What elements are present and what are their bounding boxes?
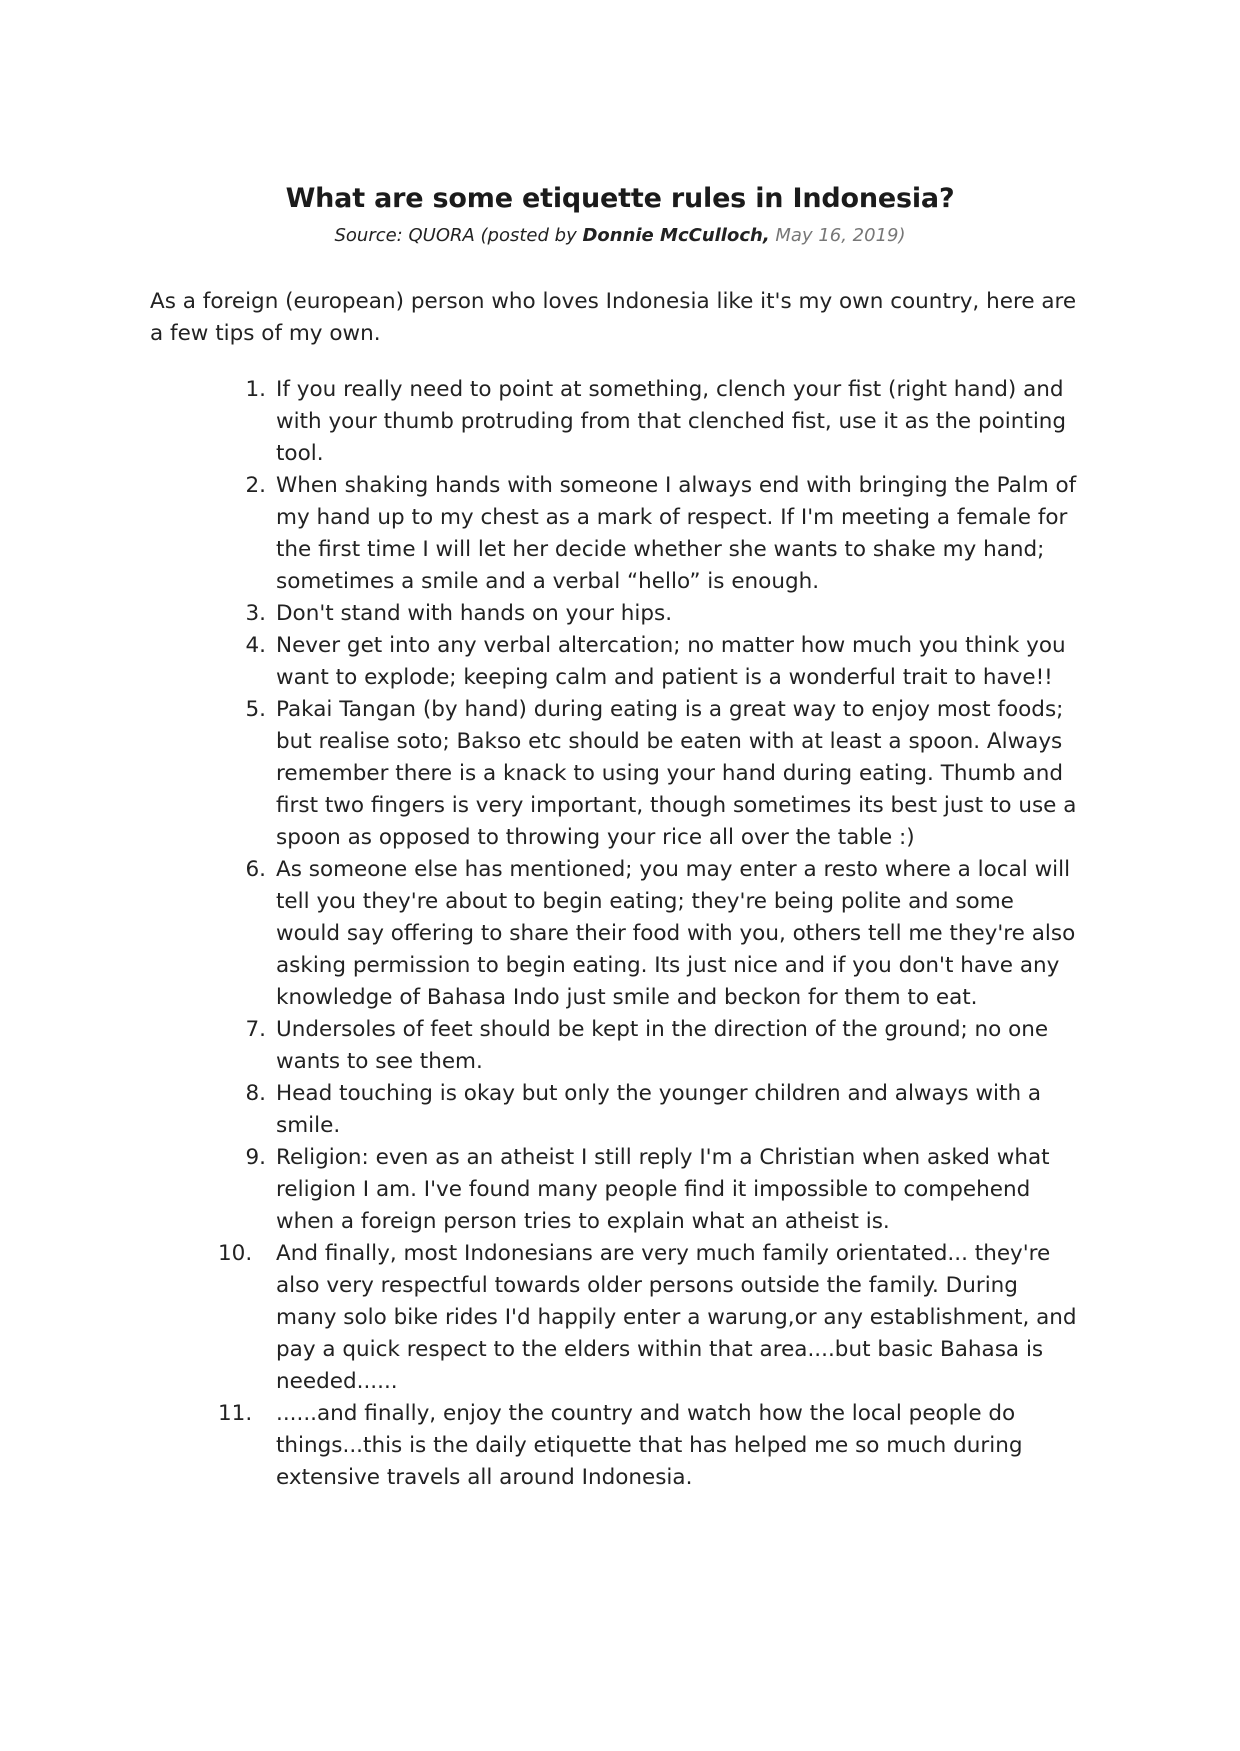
list-item-text: Pakai Tangan (by hand) during eating is a great way to enjoy most foods; but realise soto; Bakso etc should be eaten with at least a spoon. Always remember there is a knack to using your hand during eating. Thumb and first two fingers is very important, though sometimes its best just to use a spoon as opposed to throwing your rice all over the table :)	[276, 697, 1077, 850]
list-item-text: Never get into any verbal altercation; no matter how much you think you want to explode; keeping calm and patient is a wonderful trait to have!!	[276, 633, 1066, 690]
list-item-number: 2.	[245, 473, 266, 498]
list-item-text: When shaking hands with someone I always end with bringing the Palm of my hand up to my chest as a mark of respect. If I'm meeting a female for the first time I will let her decide whether she wants to shake my hand; sometimes a smile and a verbal “hello” is enough.	[276, 473, 1077, 594]
list-item	[228, 1014, 1078, 1078]
list-item-number: 3.	[245, 601, 266, 626]
list-item-number: 7.	[245, 1017, 266, 1042]
author-name: Donnie McCulloch,	[582, 225, 770, 246]
list-item-number: 5.	[245, 697, 266, 722]
list-item-text: Undersoles of feet should be kept in the direction of the ground; no one wants to see them.	[276, 1017, 1049, 1074]
list-item	[228, 470, 1078, 598]
list-item	[228, 374, 1078, 470]
list-item	[218, 1238, 1078, 1398]
list-item-text: Head touching is okay but only the younger children and always with a smile.	[276, 1081, 1042, 1138]
list-item	[228, 598, 1078, 630]
list-item	[218, 1398, 1078, 1494]
post-date: May 16, 2019)	[769, 225, 906, 246]
source-prefix: Source: QUORA (posted by	[334, 225, 583, 246]
list-item-number: 1.	[245, 377, 266, 402]
list-item-text: ......and finally, enjoy the country and watch how the local people do things...this is the daily etiquette that has helped me so much during extensive travels all around Indonesia.	[276, 1401, 1023, 1490]
list-item-text: If you really need to point at something, clench your fist (right hand) and with your thumb protruding from that clenched fist, use it as the pointing tool.	[276, 377, 1067, 466]
list-item-number: 10.	[218, 1241, 253, 1266]
list-item-text: Religion: even as an atheist I still reply I'm a Christian when asked what religion I am. I've found many people find it impossible to compehend when a foreign person tries to explain what an atheist is.	[276, 1145, 1050, 1234]
list-item-number: 8.	[245, 1081, 266, 1106]
list-item	[228, 694, 1078, 854]
list-item-number: 11.	[218, 1401, 253, 1426]
page-title: What are some etiquette rules in Indonesia?	[285, 183, 955, 214]
list-item-text: As someone else has mentioned; you may enter a resto where a local will tell you they're about to begin eating; they're being polite and some would say offering to share their food with you, others tell me they're also asking permission to begin eating. Its just nice and if you don't have any knowledge of Bahasa Indo just smile and beckon for them to eat.	[276, 857, 1076, 1010]
list-item-text: Don't stand with hands on your hips.	[276, 601, 673, 626]
list-item	[228, 854, 1078, 1014]
list-item	[228, 1142, 1078, 1238]
source-line	[0, 225, 1240, 246]
list-item	[228, 630, 1078, 694]
list-item-text: And finally, most Indonesians are very much family orientated... they're also very respectful towards older persons outside the family. During many solo bike rides I'd happily enter a warung,or any establishment, and pay a quick respect to the elders within that area....but basic Bahasa is needed......	[276, 1241, 1077, 1394]
list-item-number: 4.	[245, 633, 266, 658]
tips-list	[218, 374, 1078, 1494]
intro-paragraph: As a foreign (european) person who loves Indonesia like it's my own country, here are a few tips of my own.	[150, 289, 1077, 346]
list-item-number: 9.	[245, 1145, 266, 1170]
list-item	[228, 1078, 1078, 1142]
list-item-number: 6.	[245, 857, 266, 882]
